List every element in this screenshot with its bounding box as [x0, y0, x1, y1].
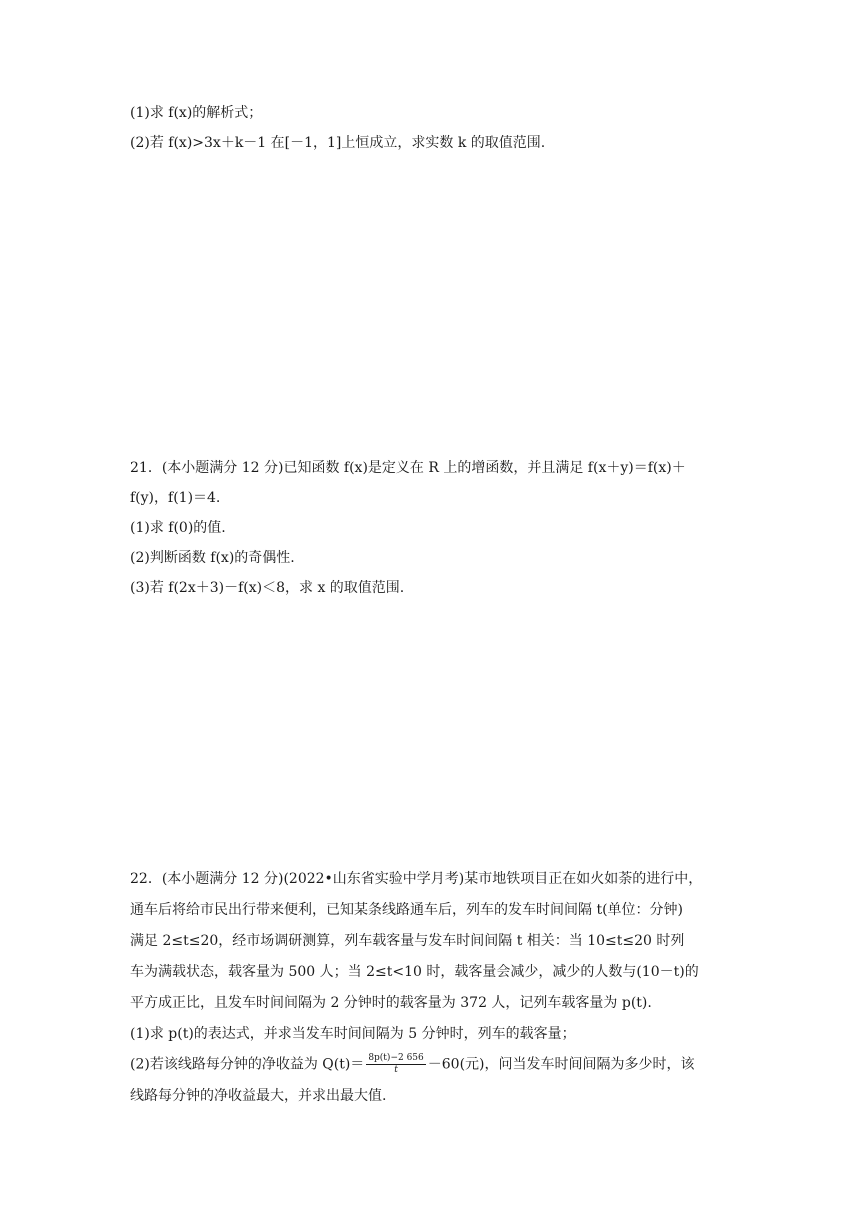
q21-stem-line-2: f(y)，f(1)＝4.: [130, 490, 221, 506]
fraction-numerator: 8p(t)−2 656: [368, 1053, 424, 1063]
q22-stem-line-4: 车为满载状态，载客量为 500 人；当 2≤t<10 时，载客量会减少，减少的人数与(10－t)的: [130, 964, 699, 980]
q22-part-2-line-2: 线路每分钟的净收益最大，并求出最大值.: [130, 1088, 387, 1104]
q22-stem-line-1: 22．(本小题满分 12 分)(2022•山东省实验中学月考)某市地铁项目正在如火如荼的进行中，: [130, 871, 703, 887]
q22-part-2-suffix: －60(元)，问当发车时间间隔为多少时，该: [427, 1056, 695, 1073]
net-revenue-fraction: [366, 1053, 425, 1076]
q21-part-3: (3)若 f(2x＋3)－f(x)＜8，求 x 的取值范围.: [130, 580, 405, 596]
q22-part-1: (1)求 p(t)的表达式，并求当发车时间间隔为 5 分钟时，列车的载客量；: [130, 1026, 576, 1042]
q22-part-2-prefix: (2)若该线路每分钟的净收益为 Q(t)＝: [130, 1056, 365, 1073]
fraction-denominator: t: [394, 1065, 398, 1075]
q20-part-1: (1)求 f(x)的解析式；: [130, 105, 263, 121]
q22-stem-line-5: 平方成正比，且发车时间间隔为 2 分钟时的载客量为 372 人，记列车载客量为 p(t).: [130, 995, 652, 1011]
q21-part-1: (1)求 f(0)的值.: [130, 520, 226, 536]
q22-stem-line-3: 满足 2≤t≤20，经市场调研测算，列车载客量与发车时间间隔 t 相关：当 10≤t≤20 时列: [130, 933, 685, 949]
q20-part-2: (2)若 f(x)>3x＋k－1 在[－1，1]上恒成立，求实数 k 的取值范围.: [130, 135, 546, 151]
q21-part-2: (2)判断函数 f(x)的奇偶性.: [130, 550, 295, 566]
q22-stem-line-2: 通车后将给市民出行带来便利，已知某条线路通车后，列车的发车时间间隔 t(单位：分钟): [130, 902, 683, 918]
q21-stem-line-1: 21．(本小题满分 12 分)已知函数 f(x)是定义在 R 上的增函数，并且满足 f(x＋y)＝f(x)＋: [130, 460, 686, 476]
q22-part-2-line-1: [130, 1053, 695, 1076]
